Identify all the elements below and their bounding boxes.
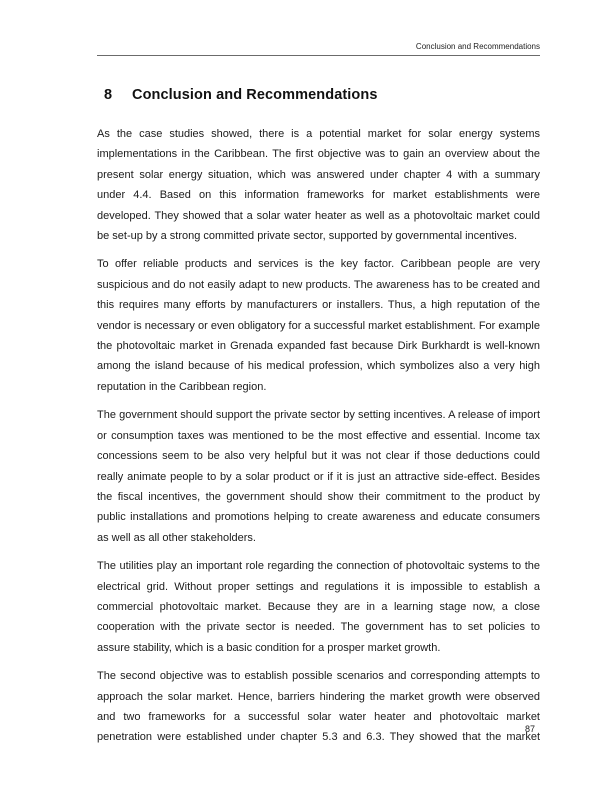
chapter-number: 8 xyxy=(104,87,113,103)
body-paragraph-4: The utilities play an important role regarding the connection of photovoltaic systems to the electrical grid. Without proper settings and regulations it is impossible to establish a commercial photovoltaic market. Because they are in a learning stage now, a close cooperation with the private sector is needed. The government has to set policies to assure stability, which is a basic condition for a prosper market growth. xyxy=(97,560,540,654)
body-paragraph-3: The government should support the private sector by setting incentives. A release of import or consumption taxes was mentioned to be the most effective and essential. Income tax concessions seem to be also very helpful but it was not clear if those deductions could really animate people to by a solar product or if it is just an attractive side-effect. Besides the fiscal incentives, the government should show their commitment to the product by public installations and promotions helping to create awareness and educate consumers as well as all other stakeholders. xyxy=(97,409,540,544)
running-header: Conclusion and Recommendations xyxy=(415,42,540,51)
chapter-title: Conclusion and Recommendations xyxy=(132,87,378,103)
header-rule xyxy=(97,55,540,56)
body-paragraph-5: The second objective was to establish possible scenarios and corresponding attempts to approach the solar market. Hence, barriers hindering the market growth were observed and two frameworks for a successful solar water heater and photovoltaic market penetration were established under chapter 5.3 and 6.3. They showed that the market xyxy=(97,670,540,744)
page-number: 87 xyxy=(524,724,535,734)
body-paragraph-2: To offer reliable products and services is the key factor. Caribbean people are very suspicious and do not easily adapt to new products. The awareness has to be created and this requires many efforts by manufacturers or installers. Thus, a high reputation of the vendor is necessary or even obligatory for a successful market establishment. For example the photovoltaic market in Grenada expanded fast because Dirk Burkhardt is well-known among the island because of his medical profession, which symbolizes also a very high reputation in the Caribbean region. xyxy=(97,258,540,393)
page-content xyxy=(97,0,540,756)
chapter-heading xyxy=(97,87,540,103)
body-paragraph-1: As the case studies showed, there is a potential market for solar energy systems implementations in the Caribbean. The first objective was to gain an overview about the present solar energy situation, which was answered under chapter 4 with a summary under 4.4. Based on this information frameworks for market establishments were developed. They showed that a solar water heater as well as a photovoltaic market could be set-up by a strong committed private sector, supported by governmental incentives. xyxy=(97,128,540,243)
